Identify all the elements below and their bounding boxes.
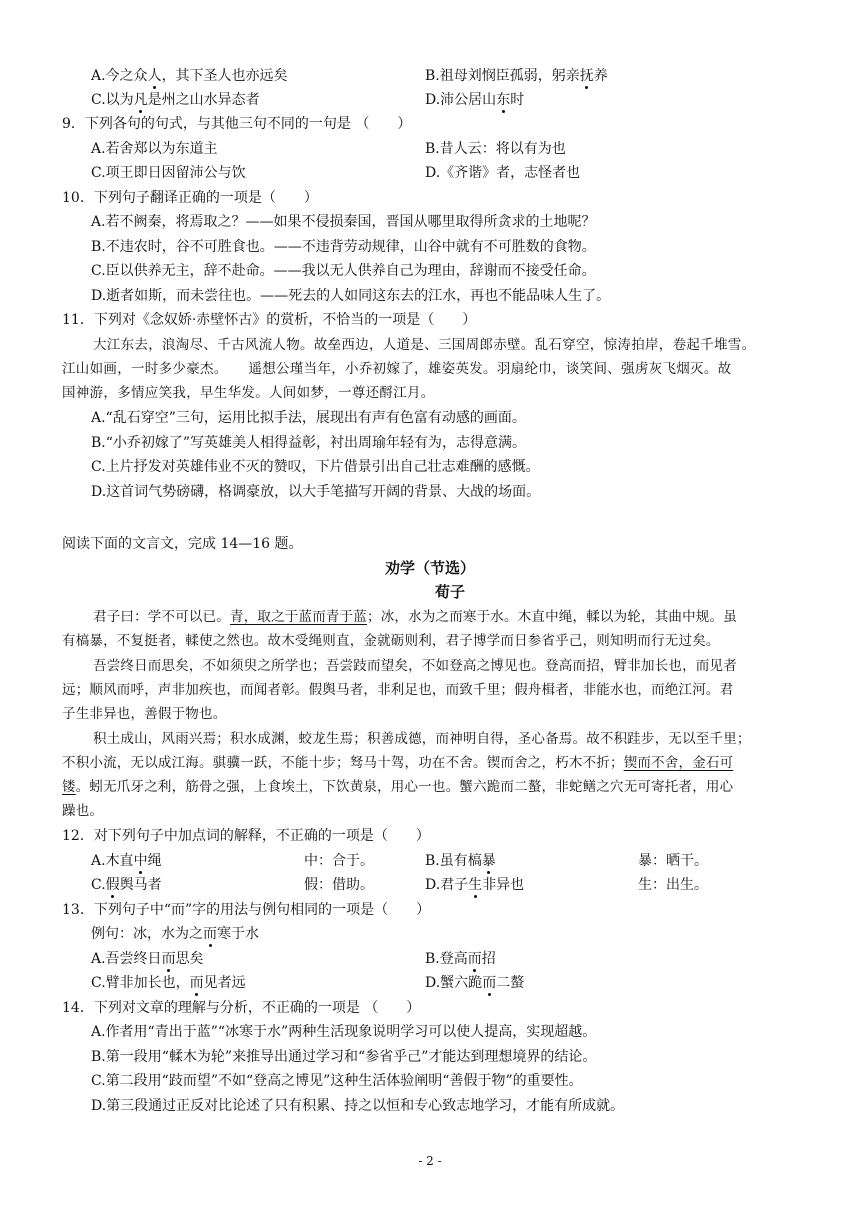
q14-option-c: C.第二段用“跂而望”不如“登高之博见”这种生活体验阐明“善假于物”的重要性。 (91, 1073, 583, 1089)
q9-option-d: D.《齐谐》者，志怪者也 (425, 165, 581, 181)
q14-option-a: A.作者用“青出于蓝”“冰寒于水”两种生活现象说明学习可以使人提高，实现超越。 (91, 1024, 597, 1040)
q13-stem: 13．下列句子中“而”字的用法与例句相同的一项是（ ） (62, 902, 431, 918)
q12-option-d-explanation: 生：出生。 (638, 877, 708, 893)
q10-stem: 10．下列句子翻译正确的一项是（ ） (62, 190, 318, 206)
q9-option-c: C.项王即日因留沛公与饮 (91, 165, 246, 181)
passage-p1-line-2: 有槁暴，不复挺者，輮使之然也。故木受绳则直，金就砺则利，君子博学而日参省乎己，则知明而行无过矣。 (62, 633, 720, 649)
passage-p1-line-1: 君子曰：学不可以已。青，取之于蓝而青于蓝；冰，水为之而寒于水。木直中绳，輮以为轮，其曲中规。虽 (93, 609, 737, 625)
reading-intro: 阅读下面的文言文，完成 14—16 题。 (62, 536, 303, 552)
q13-option-b: B.登高而招 (425, 951, 496, 967)
q12-option-a: A.木直中绳 (91, 853, 162, 869)
q13-option-d: D.蟹六跪而二螯 (425, 975, 525, 991)
q12-option-d: D.君子生非异也 (425, 877, 525, 893)
q8-option-a: A.今之众人，其下圣人也亦远矣 (91, 68, 288, 84)
q11-option-a: A.“乱石穿空”三句，运用比拟手法，展现出有声有色富有动感的画面。 (91, 410, 526, 426)
q8-option-c: C.以为凡是州之山水异态者 (91, 92, 260, 108)
q10-option-c: C.臣以供养无主，辞不赴命。——我以无人供养自己为理由，辞谢而不接受任命。 (91, 263, 596, 279)
q10-option-b: B.不违农时，谷不可胜食也。——不违背劳动规律，山谷中就有不可胜数的食物。 (91, 239, 596, 255)
q12-option-c: C.假舆马者 (91, 877, 162, 893)
q12-option-c-explanation: 假：借助。 (304, 877, 374, 893)
passage-p3-line-4: 躁也。 (62, 803, 104, 819)
q12-option-a-explanation: 中：合于。 (304, 853, 374, 869)
q11-option-d: D.这首词气势磅礴，格调豪放，以大手笔描写开阔的背景、大战的场面。 (91, 484, 541, 500)
q12-stem: 12．对下列句子中加点词的解释，不正确的一项是（ ） (62, 828, 430, 844)
passage-p2-line-1: 吾尝终日而思矣，不如须臾之所学也；吾尝跂而望矣，不如登高之博见也。登高而招，臂非加长也，而见者 (93, 658, 737, 674)
q8-option-b: B.祖母刘悯臣孤弱，躬亲抚养 (425, 68, 608, 84)
passage-p3-line-3: 镂。蚓无爪牙之利，筋骨之强，上食埃土，下饮黄泉，用心一也。蟹六跪而二螯，非蛇鳝之穴无可寄托者，用心 (62, 779, 734, 795)
q12-option-b: B.虽有槁暴 (425, 853, 496, 869)
passage-title: 劝学（节选） (384, 559, 475, 577)
q13-option-c: C.臂非加长也，而见者远 (91, 975, 246, 991)
poem-line-1: 大江东去，浪淘尽、千古风流人物。故垒西边，人道是、三国周郎赤壁。乱石穿空，惊涛拍岸，卷起千堆雪。 (93, 337, 756, 353)
q11-option-b: B.“小乔初嫁了”写英雄美人相得益彰，衬出周瑜年轻有为，志得意满。 (91, 435, 527, 451)
q14-option-b: B.第一段用“輮木为轮”来推导出通过学习和“参省乎己”才能达到理想境界的结论。 (91, 1049, 597, 1065)
q13-option-a: A.吾尝终日而思矣 (91, 951, 204, 967)
page-number: - 2 - (418, 1154, 442, 1168)
poem-line-3: 国神游，多情应笑我，早生华发。人间如梦，一尊还酹江月。 (62, 385, 435, 401)
q13-example: 例句：冰，水为之而寒于水 (91, 926, 259, 942)
q10-option-a: A.若不阙秦，将焉取之？——如果不侵损秦国，晋国从哪里取得所贪求的土地呢？ (91, 214, 596, 230)
passage-author: 荀子 (434, 583, 465, 601)
q8-option-d: D.沛公居山东时 (425, 92, 525, 108)
poem-line-2: 江山如画，一时多少豪杰。 遥想公瑾当年，小乔初嫁了，雄姿英发。羽扇纶巾，谈笑间、强虏灰飞烟灭。故 (62, 361, 732, 377)
passage-p2-line-2: 远；顺风而呼，声非加疾也，而闻者彰。假舆马者，非利足也，而致千里；假舟楫者，非能水也，而绝江河。君 (62, 682, 734, 698)
passage-p3-line-1: 积土成山，风雨兴焉；积水成渊，蛟龙生焉；积善成德，而神明自得，圣心备焉。故不积跬步，无以至千里； (93, 731, 751, 747)
passage-p2-line-3: 子生非异也，善假于物也。 (62, 706, 227, 722)
q12-option-b-explanation: 暴：晒干。 (638, 853, 708, 869)
q14-stem: 14．下列对文章的理解与分析，不正确的一项是 （ ） (62, 1000, 421, 1016)
q14-option-d: D.第三段通过正反对比论述了只有积累、持之以恒和专心致志地学习，才能有所成就。 (91, 1098, 625, 1114)
q9-option-a: A.若舍郑以为东道主 (91, 141, 218, 157)
q9-option-b: B.昔人云：将以有为也 (425, 141, 566, 157)
q11-option-c: C.上片抒发对英雄伟业不灭的赞叹，下片借景引出自己壮志难酬的感慨。 (91, 459, 540, 475)
q10-option-d: D.逝者如斯，而未尝往也。——死去的人如同这东去的江水，再也不能品味人生了。 (91, 288, 611, 304)
q11-stem: 11．下列对《念奴娇·赤壁怀古》的赏析，不恰当的一项是（ ） (62, 312, 477, 328)
passage-p3-line-2: 不积小流，无以成江海。骐骥一跃，不能十步；驽马十驾，功在不舍。锲而舍之，朽木不折；锲而不舍，金石可 (62, 755, 734, 771)
q9-stem: 9．下列各句的句式，与其他三句不同的一句是 （ ） (62, 116, 412, 132)
